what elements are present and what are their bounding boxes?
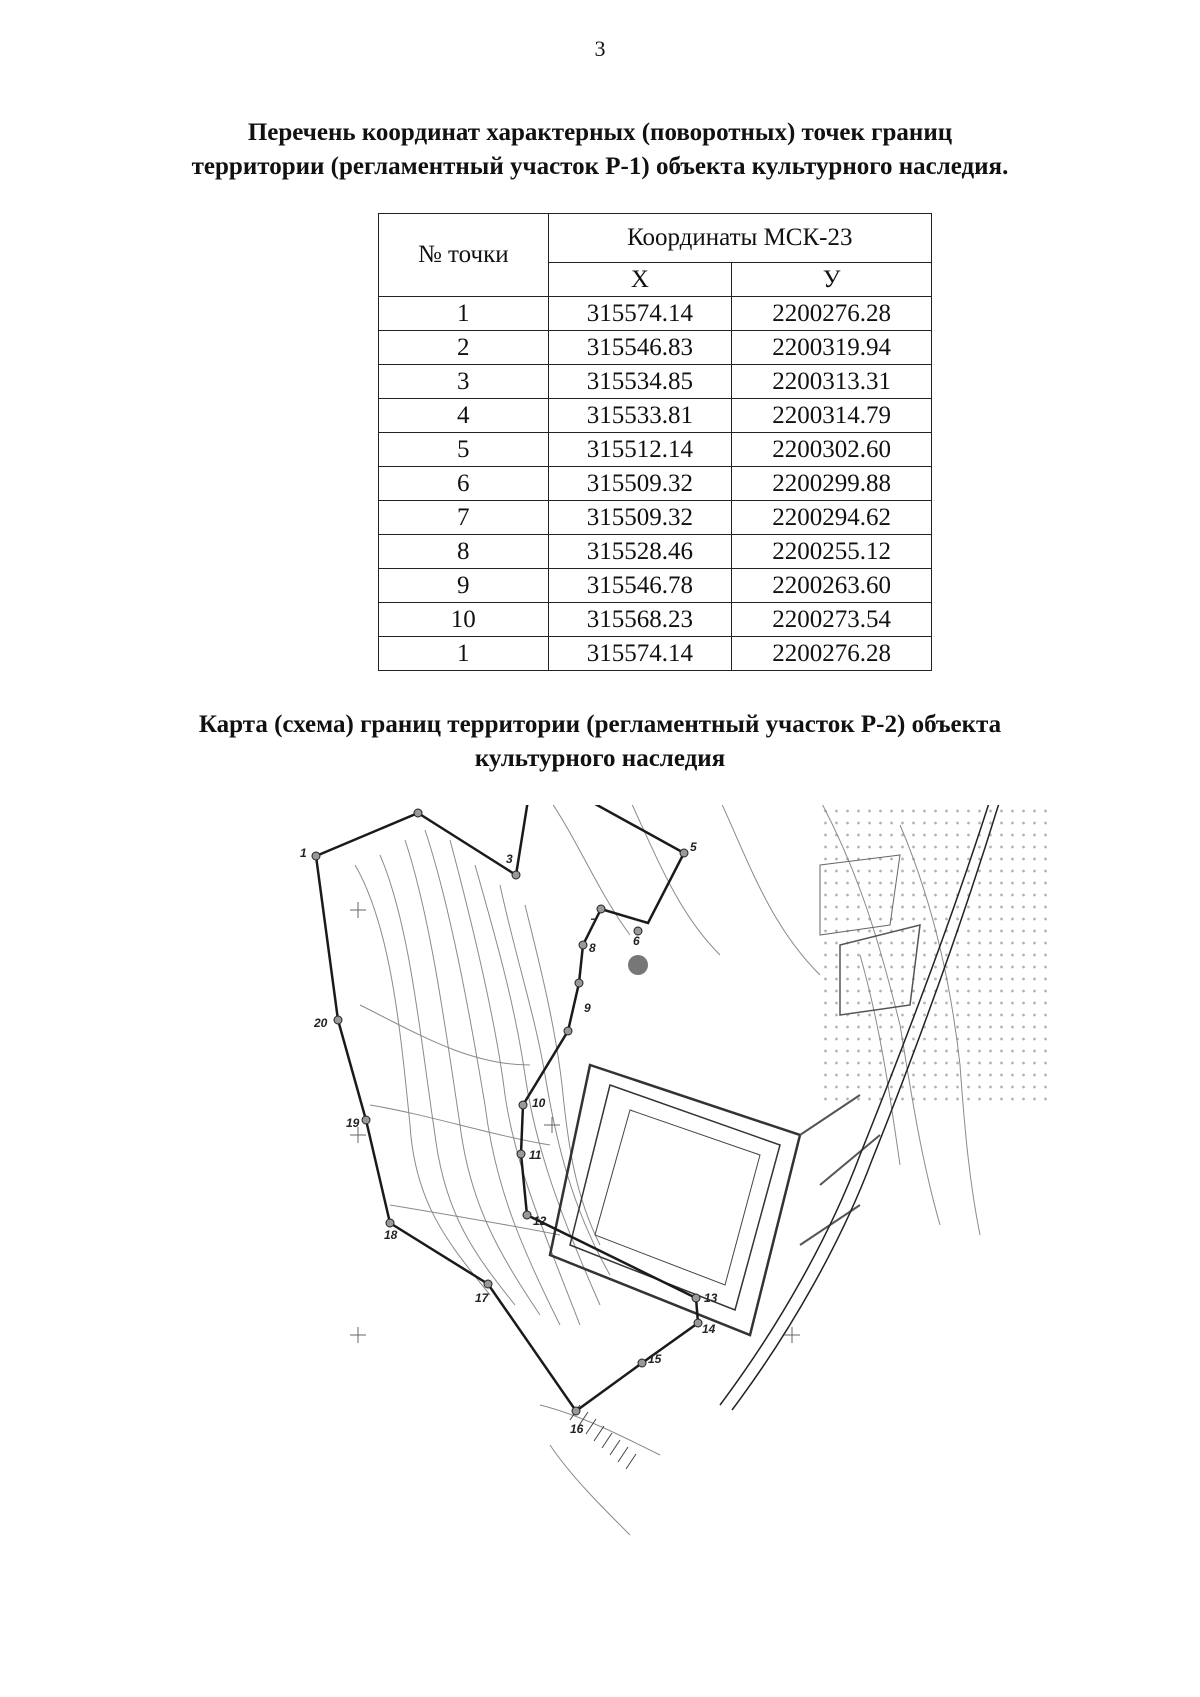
point-number-cell: 2	[379, 331, 549, 365]
grid-crosses	[350, 902, 800, 1343]
map-label-14: 14	[702, 1322, 716, 1336]
map-label-16: 16	[570, 1422, 584, 1436]
map-label-7: 7	[590, 916, 597, 930]
y-coordinate-cell: 2200294.62	[732, 501, 932, 535]
map-label-13: 13	[704, 1291, 718, 1305]
point-number-cell: 4	[379, 399, 549, 433]
y-coordinate-cell: 2200276.28	[732, 297, 932, 331]
map-label-20: 20	[314, 1016, 328, 1030]
point-number-cell: 3	[379, 365, 549, 399]
table-row	[379, 399, 932, 433]
header-point-number: № точки	[379, 214, 549, 297]
header-y: У	[732, 263, 932, 297]
map-label-12: 12	[533, 1214, 547, 1228]
road-line	[720, 805, 1000, 1410]
map-contours	[355, 805, 980, 1535]
x-coordinate-cell: 315534.85	[548, 365, 732, 399]
point-number-cell: 9	[379, 569, 549, 603]
x-coordinate-cell: 315574.14	[548, 637, 732, 671]
map-label-15: 15	[648, 1352, 662, 1366]
table-row	[379, 501, 932, 535]
boundary-map	[300, 805, 1090, 1605]
point-number-cell: 7	[379, 501, 549, 535]
y-coordinate-cell: 2200273.54	[732, 603, 932, 637]
map-label-11: 11	[529, 1148, 542, 1162]
map-label-17: 17	[475, 1291, 489, 1305]
map-heading	[0, 708, 1200, 776]
x-coordinate-cell: 315568.23	[548, 603, 732, 637]
table-heading	[0, 116, 1200, 184]
y-coordinate-cell: 2200263.60	[732, 569, 932, 603]
header-coordinates: Координаты МСК-23	[548, 214, 931, 263]
y-coordinate-cell: 2200255.12	[732, 535, 932, 569]
y-coordinate-cell: 2200314.79	[732, 399, 932, 433]
x-coordinate-cell: 315533.81	[548, 399, 732, 433]
coordinates-table	[378, 213, 932, 671]
map-label-9: 9	[584, 1001, 591, 1015]
point-number-cell: 6	[379, 467, 549, 501]
map-heading-line-2: культурного наследия	[474, 745, 726, 772]
coordinates-table-body	[379, 297, 932, 671]
point-number-cell: 5	[379, 433, 549, 467]
point-number-cell: 1	[379, 297, 549, 331]
table-row	[379, 637, 932, 671]
map-label-1: 1	[300, 846, 307, 860]
point-number-cell: 8	[379, 535, 549, 569]
map-heading-line-1: Карта (схема) границ территории (регламентный участок Р-2) объекта	[198, 711, 1002, 738]
y-coordinate-cell: 2200276.28	[732, 637, 932, 671]
map-label-3: 3	[506, 852, 513, 866]
table-row	[379, 603, 932, 637]
y-coordinate-cell: 2200319.94	[732, 331, 932, 365]
map-label-18: 18	[384, 1228, 398, 1242]
table-row	[379, 331, 932, 365]
x-coordinate-cell: 315509.32	[548, 467, 732, 501]
table-heading-line-1: Перечень координат характерных (поворотных) точек границ	[247, 119, 953, 146]
map-label-19: 19	[346, 1116, 360, 1130]
x-coordinate-cell: 315574.14	[548, 297, 732, 331]
x-coordinate-cell: 315546.78	[548, 569, 732, 603]
x-coordinate-cell: 315528.46	[548, 535, 732, 569]
page-number: 3	[594, 36, 606, 61]
table-heading-line-2: территории (регламентный участок Р-1) объекта культурного наследия.	[191, 153, 1009, 180]
header-x: Х	[548, 263, 732, 297]
table-row	[379, 433, 932, 467]
table-row	[379, 365, 932, 399]
table-row	[379, 467, 932, 501]
table-row	[379, 535, 932, 569]
x-coordinate-cell: 315546.83	[548, 331, 732, 365]
hatched-area	[570, 1405, 636, 1469]
y-coordinate-cell: 2200313.31	[732, 365, 932, 399]
x-coordinate-cell: 315512.14	[548, 433, 732, 467]
x-coordinate-cell: 315509.32	[548, 501, 732, 535]
map-label-5: 5	[690, 840, 697, 854]
point-number-cell: 10	[379, 603, 549, 637]
y-coordinate-cell: 2200302.60	[732, 433, 932, 467]
table-row	[379, 569, 932, 603]
map-label-6: 6	[633, 934, 640, 948]
point-number-cell: 1	[379, 637, 549, 671]
y-coordinate-cell: 2200299.88	[732, 467, 932, 501]
map-label-8: 8	[589, 941, 596, 955]
table-row	[379, 297, 932, 331]
map-label-2	[408, 805, 416, 806]
map-label-10: 10	[532, 1096, 546, 1110]
